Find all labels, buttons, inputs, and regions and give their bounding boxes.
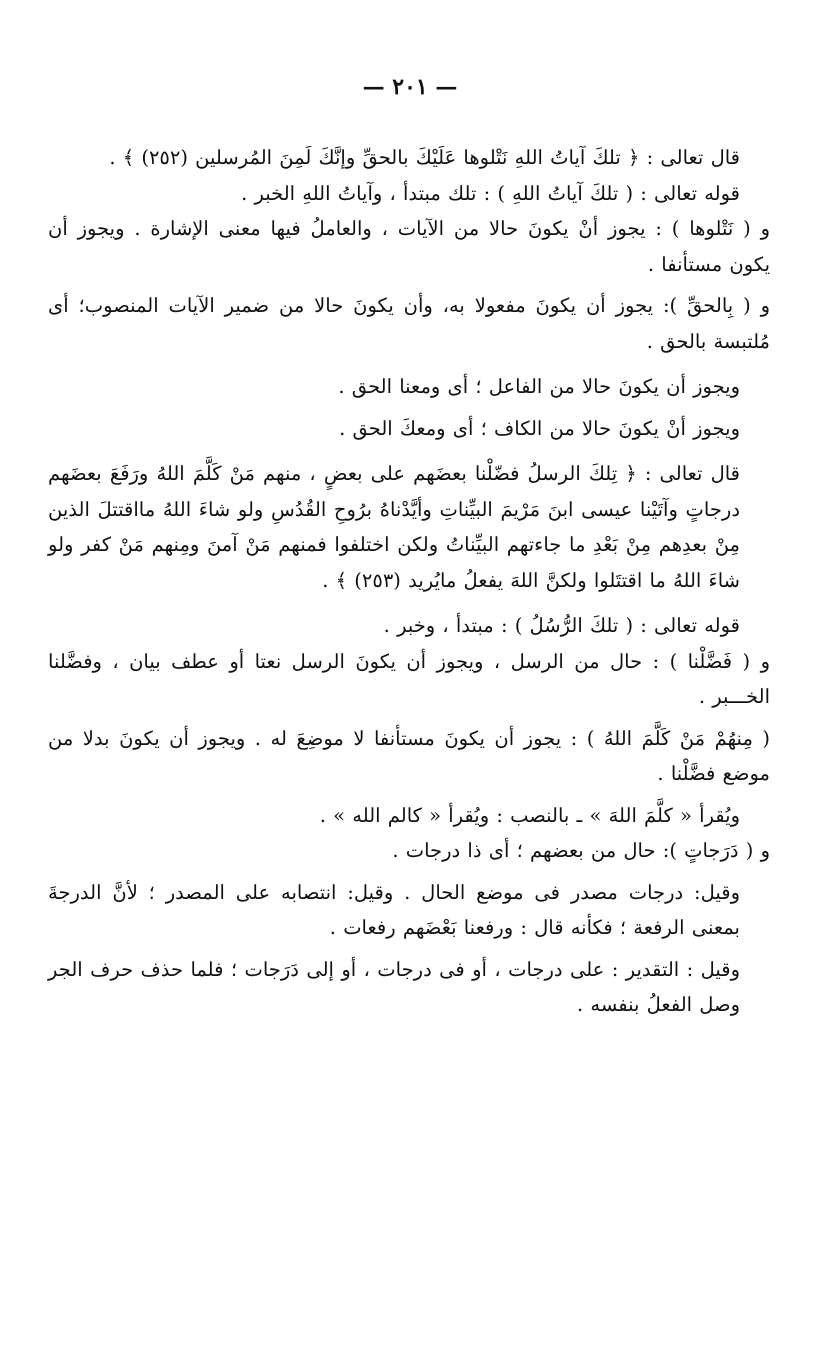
- commentary-paragraph: ( مِنهُمْ مَنْ كَلَّمَ اللهُ ) : يجوز أن يكونَ مستأنفا لا موضِعَ له . ويجوز أن يكونَ بدلا من موضع فضَّلْنا .: [48, 726, 770, 785]
- commentary-paragraph: و ( دَرَجاتٍ ): حال من بعضهم ؛ أى ذا درجات .: [392, 839, 770, 862]
- commentary-paragraph: و ( بِالحقِّ ): يجوز أن يكونَ مفعولا به، وأن يكونَ حالا من ضمير الآيات المنصوب؛ أى مُلتبسة بالحق .: [48, 294, 770, 353]
- commentary-paragraph: قوله تعالى : ( تلكَ الرُّسُلُ ) : مبتدأ ، وخبر .: [383, 614, 740, 637]
- page-number: — ٢٠١ —: [362, 74, 458, 100]
- page-body: [48, 140, 776, 1023]
- commentary-paragraph: قوله تعالى : ( تلكَ آياتُ اللهِ ) : تلك مبتدأ ، وآياتُ اللهِ الخبر .: [241, 181, 740, 205]
- commentary-paragraph: ويُقرأ « كلَّمَ اللهَ » ـ بالنصب : ويُقرأ « كالم الله » .: [319, 803, 740, 827]
- commentary-paragraph: وقيل : التقدير : على درجات ، أو فى درجات ، أو إلى دَرَجات ؛ فلما حذف حرف الجر وصل الفعلُ بنفسه .: [48, 957, 740, 1016]
- verse-253-paragraph: قال تعالى : ﴿ تِلكَ الرسلُ فضّلْنا بعضَهم على بعضٍ ، منهم مَنْ كَلَّمَ اللهُ ورَفَعَ بعضَهم درجاتٍ وآتَيْنا عيسى ابنَ مَرْيمَ البيِّناتِ وأيَّدْناهُ برُوحِ القُدُسِ ولو شاءَ اللهُ مااقتتلَ الذين مِنْ بعدِهم مِنْ بَعْدِ ما جاءتهم البيِّناتُ ولكن اختلفوا فمنهم مَنْ آمنَ ومِنهم مَنْ كفر ولو شاءَ اللهُ ما اقتتَلوا ولكنَّ اللهَ يفعلُ مايُريد (٢٥٣) ﴾ .: [48, 462, 740, 592]
- commentary-paragraph: ويجوز أن يكونَ حالا من الفاعل ؛ أى ومعنا الحق .: [338, 375, 740, 398]
- commentary-paragraph: ويجوز أنْ يكونَ حالا من الكاف ؛ أى ومعكَ الحق .: [339, 416, 740, 440]
- commentary-paragraph: وقيل: درجات مصدر فى موضع الحال . وقيل: انتصابه على المصدر ؛ لأنَّ الدرجةَ بمعنى الرفعة ؛ فكأنه قال : ورفعنا بَعْضَهم رفعات .: [48, 880, 740, 939]
- commentary-paragraph: و ( نَتْلوها ) : يجوز أنْ يكونَ حالا من الآيات ، والعاملُ فيها معنى الإشارة . ويجوز أن يكون مستأنفا .: [48, 217, 770, 276]
- verse-252-paragraph: قال تعالى : ﴿ تلكَ آياتُ اللهِ نَتْلوها عَلَيْكَ بالحقِّ وإنَّكَ لَمِنَ المُرسلين (٢٥٢) ﴾ .: [109, 146, 740, 169]
- commentary-paragraph: و ( فَضَّلْنا ) : حال من الرسل ، ويجوز أن يكونَ الرسل نعتا أو عطف بيان ، وفضَّلنا الخـــبر .: [48, 649, 770, 708]
